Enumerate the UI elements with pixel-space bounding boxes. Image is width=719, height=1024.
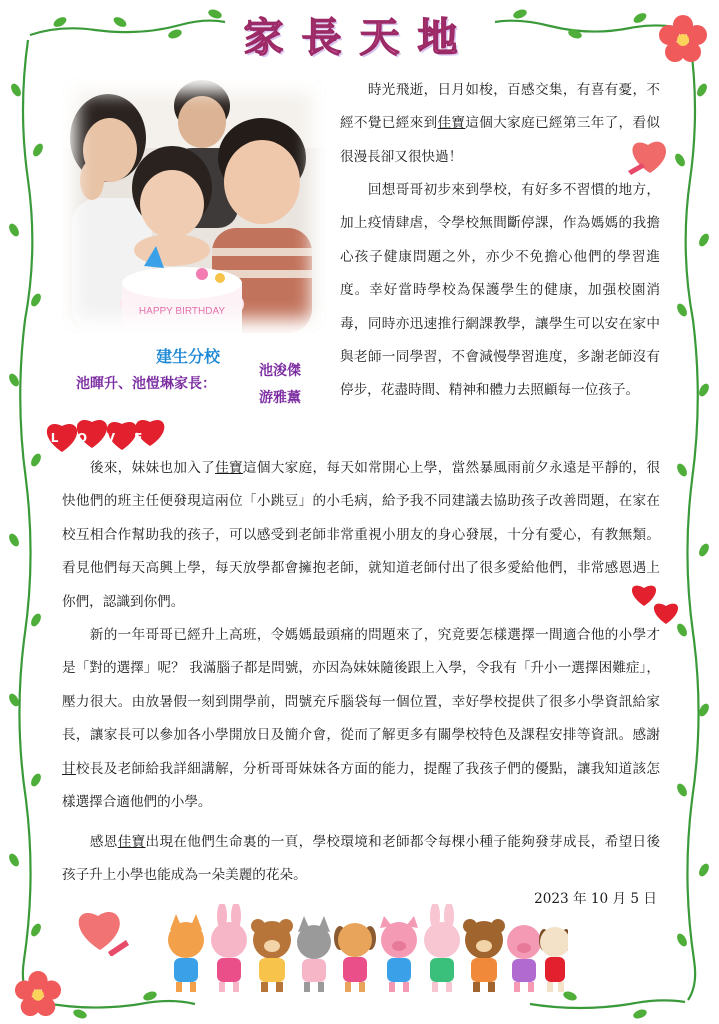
- pig-icon-2: [507, 925, 541, 992]
- bear-icon-2: [463, 919, 505, 992]
- article-paragraph-4: 新的一年哥哥已經升上高班，令媽媽最頭痛的問題來了，究竟要怎樣選擇一間適合他的小學才是「對的選擇」呢？ 我滿腦子都是問號，亦因為妹妹隨後跟上入學，令我有「升小一選擇困難症」，壓力很大。由放暑假一刻到開學前，問號充斥腦袋每一個位置，幸好學校提供了很多小學資訊給家長，讓家長可以參加各小學開放日及簡介會，從而了解更多有關學校特色及課程安排等資訊。感謝甘校長及老師給我詳細講解，分析哥哥妹妹各方面的能力，提醒了我孩子們的優點，讓我知道該怎樣選擇合適他們的小學。: [62, 627, 661, 811]
- dog-icon-2: [539, 927, 568, 992]
- article-paragraph-3: 後來，妹妹也加入了佳寶這個大家庭，每天如常開心上學，當然暴風雨前夕永遠是平靜的，很快他們的班主任便發現這兩位「小跳豆」的小毛病，給予我不同建議去協助孩子改善問題，在家在校互相合作幫助我的孩子，可以感受到老師非常重視小朋友的身心發展，十分有愛心，有教無類。看見他們每天高興上學，每天放學都會擁抱老師，就知道老師付出了很多愛給他們，非常感恩遇上你們，認識到你們。: [62, 460, 661, 610]
- love-hearts-icon: [44, 412, 168, 456]
- flower-icon-bottom-left: [14, 970, 62, 1018]
- article-date: 2023 年 10 月 5 日: [534, 891, 657, 907]
- child-name-2: 游雅薰: [259, 390, 301, 406]
- family-photo: [62, 78, 326, 333]
- branch-name: 建生分校: [156, 347, 221, 366]
- dog-icon: [334, 923, 376, 992]
- love-text: LOVE: [50, 431, 162, 445]
- article-paragraph-5: 感恩佳寶出現在他們生命裏的一頁，學校環境和老師都令每棵小種子能夠發芽成長，希望日後孩子升上小學也能成為一朵美麗的花朵。: [62, 834, 661, 884]
- article-paragraph-1: 時光飛逝，日月如梭，百感交集，有喜有憂，不經不覺已經來到佳寶這個大家庭已經第三年了，看似很漫長卻又很快過！: [340, 82, 661, 165]
- rabbit-icon-2: [424, 904, 460, 992]
- grey-cat-icon: [297, 916, 331, 992]
- pig-icon: [380, 916, 418, 992]
- animal-parade-illustration: [162, 904, 568, 1000]
- bear-icon: [251, 919, 293, 992]
- parents-names: 池暉升、池愷琳家長：: [76, 376, 216, 392]
- cake-text: HAPPY BIRTHDAY: [138, 306, 226, 317]
- heart-pencil-icon-bottom: [68, 900, 136, 956]
- child-name-1: 池浚傑: [259, 363, 301, 379]
- article-paragraph-2: 回想哥哥初步來到學校，有好多不習慣的地方，加上疫情肆虐，令學校無間斷停課，作為媽媽的我擔心孩子健康問題之外，亦少不免擔心他們的學習進度。幸好當時學校為保護學生的健康，加强校園消毒，同時亦迅速推行網課教學，讓學生可以安在家中與老師一同學習，不會減慢學習進度，多謝老師沒有停步，花盡時間、精神和體力去照顧每一位孩子。: [340, 182, 661, 399]
- rabbit-icon: [211, 904, 247, 992]
- page-title: 家長天地: [243, 15, 476, 61]
- cat-icon: [168, 914, 204, 992]
